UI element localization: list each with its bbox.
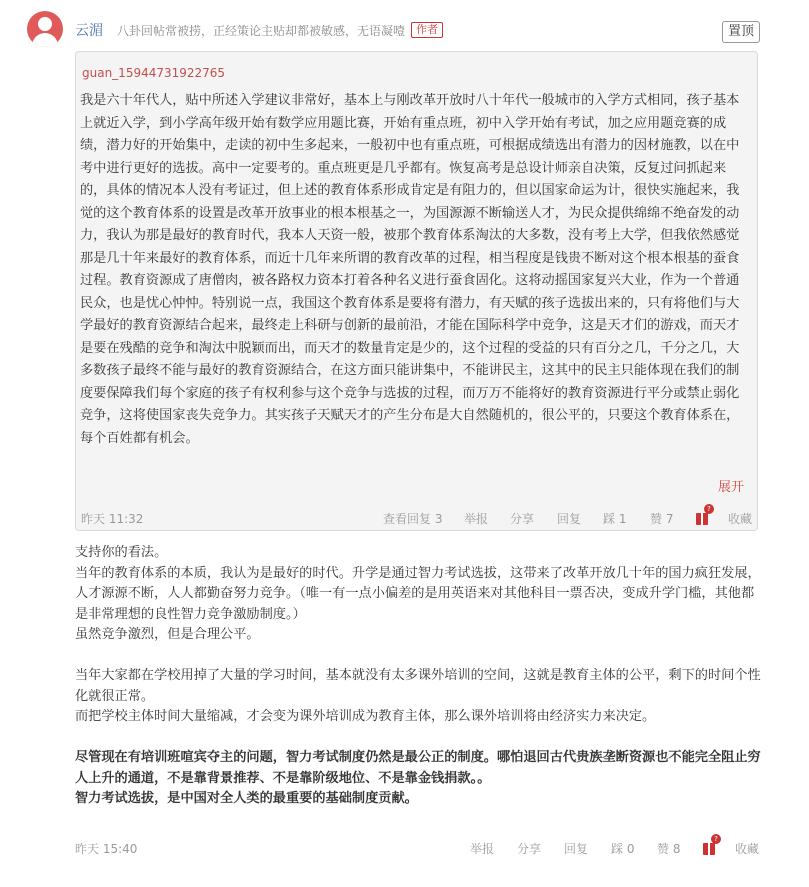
like-button[interactable]: 赞 8	[657, 842, 681, 856]
quote-action-bar	[81, 505, 753, 528]
view-replies-link[interactable]: 查看回复 3	[383, 512, 443, 526]
gift-icon	[696, 513, 708, 525]
gift-icon	[703, 843, 715, 855]
quote-like-button[interactable]: 赞 7	[650, 512, 674, 526]
quoted-reply	[75, 51, 758, 531]
bold-text: 尽管现在有培训班喧宾夺主的问题，智力考试制度仍然是最公正的制度。哪怕退回古代贵族垄断资源也不能完全阻止穷人上升的通道，不是靠背景推荐、不是靠阶级地位、不是靠金钱捐款。。	[75, 750, 761, 786]
avatar-body-shape	[32, 33, 58, 47]
bold-text: 智力考试选拔，是中国对全人类的最重要的基础制度贡献。	[75, 791, 418, 806]
reply-paragraph: 当年的教育体系的本质，我认为是最好的时代。升学是通过智力考试选拔，这带来了改革开放几十年的国力疯狂发展，人才源源不断，人人都勤奋努力竞争。（唯一有一点小偏差的是用英语来对其他科目一票否决，变成升学门槛，其他都是非常理想的良性智力竞争激励制度。）	[75, 565, 761, 622]
quote-report-link[interactable]: 举报	[464, 512, 489, 526]
paragraph-gap	[75, 728, 765, 749]
gift-badge: ?	[711, 834, 721, 844]
author-badge: 作者	[411, 22, 443, 38]
quoted-username[interactable]: guan_15944731922765	[82, 66, 226, 80]
paragraph-gap	[75, 646, 765, 667]
collect-button[interactable]: 收藏	[735, 842, 760, 856]
avatar-head-shape	[38, 17, 52, 31]
reply-paragraph: 当年大家都在学校用掉了大量的学习时间，基本就没有太多课外培训的空间，这就是教育主体的公平，剩下的时间个性化就很正常。	[75, 668, 761, 704]
pin-to-top-button[interactable]: 置顶	[722, 21, 760, 43]
quote-reply-link[interactable]: 回复	[557, 512, 582, 526]
dislike-button[interactable]: 踩 0	[611, 842, 635, 856]
reply-link[interactable]: 回复	[564, 842, 589, 856]
expand-link[interactable]: 展开	[717, 480, 744, 495]
quote-dislike-button[interactable]: 踩 1	[603, 512, 627, 526]
quote-timestamp: 昨天 11:32	[81, 512, 144, 526]
username[interactable]: 云湄	[75, 23, 103, 39]
gift-badge: ?	[704, 504, 714, 514]
quoted-text: 我是六十年代人，贴中所述入学建议非常好，基本上与刚改革开放时八十年代一般城市的入学方式相同，孩子基本上就近入学，到小学高年级开始有数学应用题比赛，开始有重点班，初中入学开始有考试，加之应用题竞赛的成绩，潜力好的开始集中，走读的初中生多起来，一般初中也有重点班，可根据成绩选出有潜力的因材施教，以在中考中进行更好的选拔。高中一定要考的。重点班更是几乎都有。恢复高考是总设计师亲自决策，反复过问抓起来的，具体的情况本人没有考证过，但上述的教育体系形成肯定是有阻力的，但以国家命运为计，很快实施起来，我觉的这个教育体系的设置是改革开放事业的根本根基之一，为国源源不断输送人才，为民众提供绵绵不绝奋发的动力，我认为那是最好的教育时代，我本人天资一般，被那个教育体系淘汰的大多数，没有考上大学，但我依然感觉那是几十年来最好的教育体系，而近十几年来所谓的教育改革的过程，相当程度是钱贵不断对这个根本根基的蚕食过程。教育资源成了唐僧肉，被各路权力资本打着各种名义进行蚕食固化。这将动摇国家复兴大业，作为一个普通民众，也是忧心忡忡。特别说一点，我国这个教育体系是要将有潜力，有天赋的孩子选拔出来的，只有将他们与大学最好的教育资源结合起来，最终走上科研与创新的最前沿，才能在国际科学中竞争，这是天才们的游戏，而天才是要在残酷的竞争和淘汰中脱颖而出，而天才的数量肯定是少的，这个过程的受益的只有百分之几，千分之几，大多数孩子最终不能与最好的教育资源结合，在这方面只能讲集中，不能讲民主，这其中的民主只能体现在我们的制度要保障我们每个家庭的孩子有权利参与这个竞争与选拔的过程，而万万不能将好的教育资源进行平分或禁止弱化竞争，这将使国家丧失竞争力。其实孩子天赋天才的产生分布是大自然随机的，很公平的，只要这个教育体系在，每个百姓都有机会。	[80, 93, 740, 446]
reply-bold-paragraph	[75, 748, 765, 789]
quote-collect-button[interactable]: 收藏	[728, 512, 753, 526]
reply-paragraph: 虽然竞争激烈，但是合理公平。	[75, 627, 260, 642]
reply-action-bar	[75, 835, 765, 858]
quote-share-link[interactable]: 分享	[510, 512, 535, 526]
reply-timestamp: 昨天 15:40	[75, 842, 138, 856]
avatar[interactable]	[27, 11, 63, 47]
user-signature: 八卦回帖常被捞，正经策论主贴却都被敏感，无语凝噎	[117, 23, 406, 38]
post-header	[75, 20, 443, 40]
reply-paragraph: 而把学校主体时间大量缩减，才会变为课外培训成为教育主体，那么课外培训将由经济实力来决定。	[75, 709, 656, 724]
reply-paragraph: 支持你的看法。	[75, 545, 168, 560]
report-link[interactable]: 举报	[470, 842, 495, 856]
share-link[interactable]: 分享	[517, 842, 542, 856]
reply-bold-paragraph	[75, 789, 765, 810]
reply-body	[75, 543, 765, 810]
